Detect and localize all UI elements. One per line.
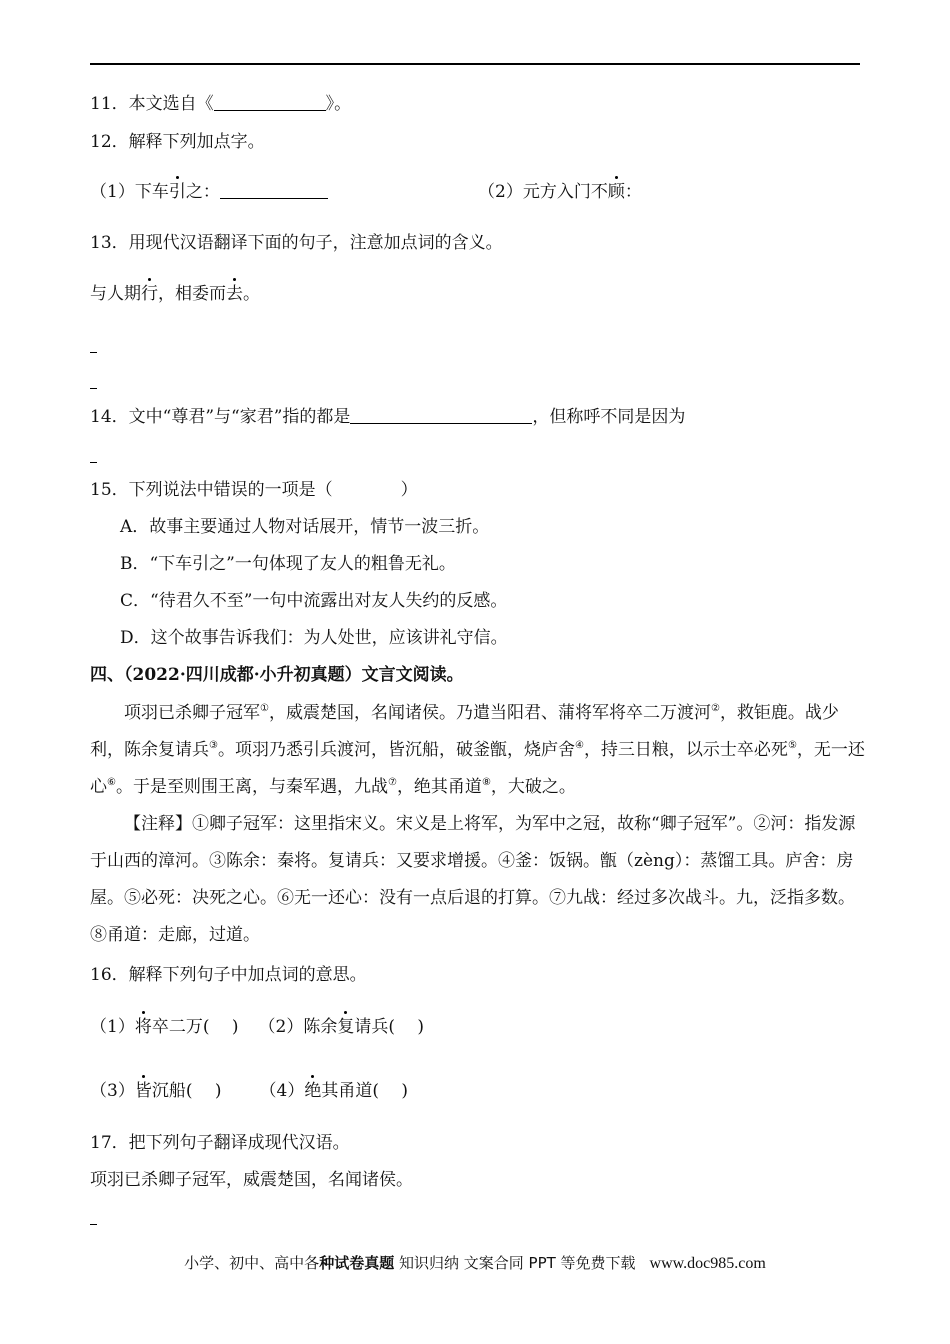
footer-highlight: 种试卷真题 [319, 1254, 395, 1272]
footnote-mark-5: ⑤ [787, 740, 797, 751]
q16-items-row-2 [90, 1080, 408, 1102]
page-footer [0, 1253, 950, 1274]
annotation-label: 【注释】 [124, 814, 192, 834]
annotation-text: ①卿子冠军：这里指宋义。宋义是上将军，为军中之冠，故称“卿子冠军”。②河：指发源于山西的漳河。③陈余：秦将。复请兵：又要求增援。④釜：饭锅。甑（zèng）：蒸馏工具。庐舍：房屋。⑤必死：决死之心。⑥无一还心：没有一点后退的打算。⑦九战：经过多次战斗。九，泛指多数。⑧甬道：走廊，过道。 [90, 814, 856, 945]
footer-text-1: 小学、初中、高中各 [184, 1254, 320, 1272]
question-13-sentence [90, 283, 260, 305]
footnote-mark-2: ② [710, 703, 720, 714]
q15-option-d[interactable]: D．这个故事告诉我们：为人处世，应该讲礼守信。 [120, 628, 508, 648]
q14-suffix: ，但称呼不同是因为 [532, 407, 686, 427]
q16-i3-pre: （3） [90, 1081, 135, 1101]
q12-item1-dotted-char: 引 [168, 182, 186, 202]
q15-option-b[interactable]: B．“下车引之”一句体现了友人的粗鲁无礼。 [120, 554, 456, 574]
passage-seg-8: ，绝其甬道 [396, 777, 482, 797]
answer-line-q13-a[interactable] [90, 352, 97, 353]
footnote-mark-6: ⑥ [107, 777, 116, 788]
q12-item2-post: ： [624, 182, 642, 202]
passage-seg-6: ，无一还心 [90, 740, 865, 797]
q12-item2-pre: （2）元方入门不 [478, 182, 608, 202]
footnote-mark-4: ④ [574, 740, 584, 751]
footnote-mark-7: ⑦ [387, 777, 397, 788]
passage-seg-2: ，威震楚国，名闻诸侯。乃遣当阳君、蒲将军将卒二万渡河 [268, 703, 711, 723]
footnote-mark-1: ① [260, 703, 269, 714]
question-16-stem: 16．解释下列句子中加点词的意思。 [90, 965, 367, 985]
answer-line-q17[interactable] [90, 1224, 97, 1225]
q12-item2-dotted-char: 顾 [607, 182, 625, 202]
section-4-number: 四、 [90, 665, 124, 685]
passage-seg-3: ，救钜鹿。战少利，陈余复请兵 [90, 703, 839, 760]
question-12-stem: 12．解释下列加点字。 [90, 132, 265, 152]
question-17-stem: 17．把下列句子翻译成现代汉语。 [90, 1133, 350, 1153]
q16-i1-pre: （1） [90, 1017, 135, 1037]
q16-i4-post: 其甬道( ) [321, 1081, 408, 1101]
question-17-sentence: 项羽已杀卿子冠军，威震楚国，名闻诸侯。 [90, 1170, 413, 1190]
header-rule [90, 63, 860, 65]
classical-passage [90, 695, 865, 954]
q16-i2-pre: （2）陈余 [258, 1017, 338, 1037]
question-13-stem: 13．用现代汉语翻译下面的句子，注意加点词的含义。 [90, 233, 503, 253]
question-12-item-1 [90, 181, 328, 203]
q15-option-c[interactable]: C．“待君久不至”一句中流露出对友人失约的反感。 [120, 591, 508, 611]
q16-i3-dotted: 皆 [134, 1081, 152, 1101]
q16-i1-post: 卒二万( ) [151, 1017, 239, 1037]
passage-seg-9: ，大破之。 [490, 777, 576, 797]
footer-text-3: 文案合同 PPT 等免费下载 [463, 1254, 636, 1272]
q12-item1-pre: （1）下车 [90, 182, 169, 202]
q16-i3-post: 沉船( ) [151, 1081, 222, 1101]
q13-seg2: ，相委而 [158, 284, 226, 304]
question-15-stem: 15．下列说法中错误的一项是（ ） [90, 480, 418, 500]
q14-blank[interactable] [350, 407, 532, 424]
q16-item-1 [90, 1017, 239, 1037]
q16-item-2 [259, 1017, 425, 1037]
footer-url-link[interactable]: www.doc985.com [649, 1255, 766, 1272]
question-11 [90, 93, 351, 115]
passage-seg-7: 。于是至则围王离，与秦军遇，九战 [115, 777, 388, 797]
q13-seg3: 。 [243, 284, 260, 304]
q15-option-a[interactable]: A．故事主要通过人物对话展开，情节一波三折。 [120, 517, 490, 537]
section-4-heading [90, 664, 464, 686]
q14-prefix: 14．文中“尊君”与“家君”指的都是 [90, 407, 351, 427]
q11-prefix: 11．本文选自《 [90, 94, 214, 114]
q13-dotted-1: 行 [141, 284, 158, 304]
section-4-source: （2022·四川成都·小升初真题） [124, 665, 362, 685]
passage-seg-1: 项羽已杀卿子冠军 [124, 703, 260, 723]
q16-items-row-1 [90, 1016, 424, 1038]
q12-item1-post: 之： [185, 182, 220, 202]
q11-suffix: 》。 [325, 94, 352, 114]
section-4-title: 文言文阅读。 [361, 665, 464, 685]
passage-seg-5: ，持三日粮，以示士卒必死 [583, 740, 788, 760]
q16-i4-pre: （4） [259, 1081, 305, 1101]
q13-seg1: 与人期 [90, 284, 141, 304]
q16-i2-post: 请兵( ) [354, 1017, 424, 1037]
answer-line-q13-b[interactable] [90, 388, 97, 389]
footnote-mark-3: ③ [209, 740, 218, 751]
q12-item1-blank[interactable] [220, 182, 328, 199]
q13-dotted-2: 去 [226, 284, 243, 304]
q16-i4-dotted: 绝 [304, 1081, 322, 1101]
q16-item-4 [260, 1081, 409, 1101]
q16-i2-dotted: 复 [337, 1017, 355, 1037]
passage-seg-4: 。项羽乃悉引兵渡河，皆沉船，破釜甑，烧庐舍 [217, 740, 575, 760]
footer-text-2: 知识归纳 [394, 1254, 464, 1272]
question-12-item-2 [478, 181, 642, 203]
q16-item-3 [90, 1081, 222, 1101]
question-14 [90, 406, 685, 428]
q11-blank[interactable] [214, 94, 326, 111]
q16-i1-dotted: 将 [134, 1017, 152, 1037]
footnote-mark-8: ⑧ [481, 777, 491, 788]
annotation-block [90, 806, 865, 954]
answer-line-q14[interactable] [90, 462, 97, 463]
